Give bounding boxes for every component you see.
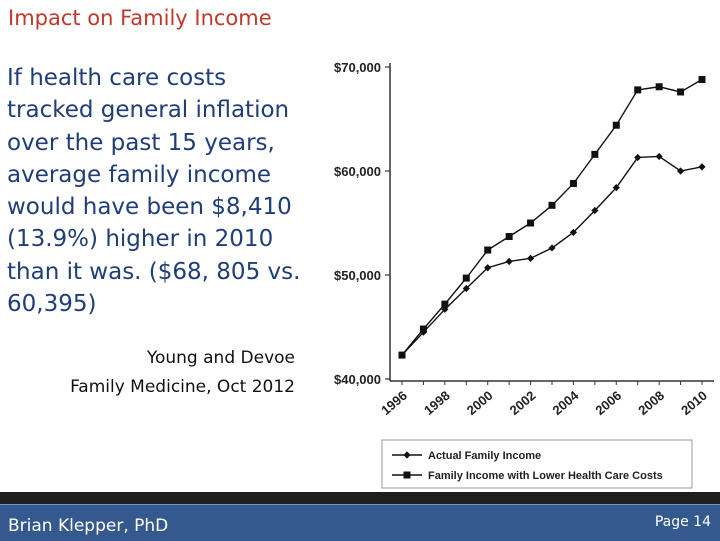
data-point (656, 83, 663, 90)
data-point (484, 247, 491, 254)
data-point (570, 180, 577, 187)
x-tick-label: 2010 (678, 387, 710, 418)
chart-legend (382, 440, 692, 488)
data-point (441, 301, 448, 308)
legend-label: Family Income with Lower Health Care Costs (428, 470, 663, 482)
footer-author: Brian Klepper, PhD (8, 516, 169, 536)
x-tick-label: 2002 (506, 387, 539, 418)
x-tick-label: 1998 (420, 387, 453, 418)
y-tick-label: $70,000 (334, 60, 381, 75)
data-point (527, 220, 534, 227)
footer-bar (0, 504, 720, 541)
data-point (420, 326, 427, 333)
y-tick-label: $60,000 (334, 164, 381, 179)
x-tick-label: 2006 (592, 387, 625, 418)
family-income-chart (312, 50, 720, 490)
data-point (613, 122, 620, 129)
citation-authors: Young and Devoe (146, 348, 295, 368)
data-point (506, 233, 513, 240)
slide-body-text: If health care costs tracked general inflation over the past 15 years, average family income would have been $8,410 (13.9%) higher in 2010 than it was. ($68, 805 vs. 60,395) (7, 65, 301, 318)
legend-marker (404, 472, 411, 479)
x-tick-label: 2004 (549, 387, 582, 418)
legend-label: Actual Family Income (428, 450, 542, 462)
data-point (634, 86, 641, 93)
y-tick-label: $40,000 (334, 372, 381, 387)
x-tick-label: 2000 (463, 387, 496, 418)
slide-title: Impact on Family Income (8, 6, 272, 30)
data-point (699, 76, 706, 83)
data-point (463, 275, 470, 282)
data-point (399, 352, 406, 359)
x-tick-label: 2008 (635, 387, 668, 418)
x-tick-label: 1996 (378, 387, 410, 418)
data-point (591, 151, 598, 158)
data-point (677, 88, 684, 95)
footer-divider (0, 492, 720, 504)
citation-source: Family Medicine, Oct 2012 (70, 377, 295, 397)
page-number: Page 14 (654, 514, 711, 530)
data-point (549, 202, 556, 209)
y-tick-label: $50,000 (334, 268, 381, 283)
